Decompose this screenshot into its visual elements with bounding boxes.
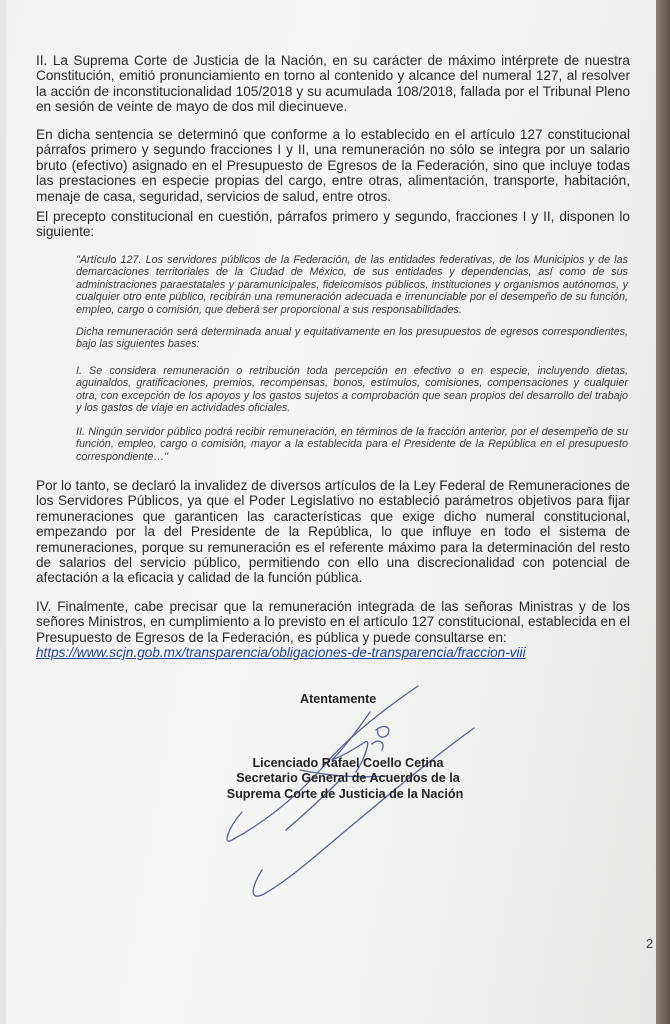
quote-paragraph-1: "Artículo 127. Los servidores públicos de la Federación, de las entidades federativas, de los Municipios y de las demarcaciones territoriales de la Ciudad de México, de sus entidades y dependencias, así como de sus administraciones paraestatales y paramunicipales, fideicomisos públicos, instituciones y organismos autónomos, y cualquier otro ente público, recibirán una remuneración adecuada e irrenunciable por el desempeño de su función, empleo, cargo o comisión, que deberá ser proporcional a sus responsabilidades. xyxy=(76,254,628,316)
quote-paragraph-2: Dicha remuneración será determinada anual y equitativamente en los presupuestos de egresos correspondientes, bajo las siguientes bases: xyxy=(76,326,628,351)
signer-name: Licenciado Rafael Coello Cetina xyxy=(252,756,444,770)
closing-atentamente: Atentamente xyxy=(300,692,377,706)
paragraph-sentencia-text: En dicha sentencia se determinó que conforme a lo establecido en el artículo 127 constitucional párrafos primero y segundo fracciones I y II, una remuneración no sólo se integra por un salario bruto (efectivo) asignado en el Presupuesto de Egresos de la Federación, sino que incluye todas las prestaciones en especie propias del cargo, entre otras, alimentación, transporte, habitación, menaje de casa, seguridad, servicios de salud, entre otros. xyxy=(36,127,630,204)
quote-paragraph-4: II. Ningún servidor público podrá recibir remuneración, en términos de la fracción anterior, por el desempeño de su función, empleo, cargo o comisión, mayor a la establecida para el Presidente de la República en el presupuesto correspondiente…" xyxy=(76,426,628,463)
paragraph-iv-body: IV. Finalmente, cabe precisar que la remuneración integrada de las señoras Ministras y de los señores Ministros, en cumplimiento a lo previsto en el artículo 127 constitucional, establecida en el Presupuesto de Egresos de la Federación, es pública y puede consultarse en: xyxy=(36,599,630,645)
paragraph-ii-text: II. La Suprema Corte de Justicia de la Nación, en su carácter de máximo intérprete de nuestra Constitución, emitió pronunciamiento en torno al contenido y alcance del numeral 127, al resolver la acción de inconstitucionalidad 105/2018 y su acumulada 108/2018, fallada por el Tribunal Pleno en sesión de veinte de mayo de dos mil diecinueve. xyxy=(36,53,630,115)
transparency-link[interactable]: https://www.scjn.gob.mx/transparencia/obligaciones-de-transparencia/fraccion-viii xyxy=(36,645,526,661)
paragraph-invalidez-text: Por lo tanto, se declaró la invalidez de diversos artículos de la Ley Federal de Remuneraciones de los Servidores Públicos, ya que el Poder Legislativo no estableció parámetros objetivos para fijar remuneraciones que garanticen las características que exige dicho numeral constitucional, empezando por la del Presidente de la República, lo que influye en todo el sistema de remuneraciones, porque su remuneración es el referente máximo para la determinación del resto de salarios del servicio público, permitiendo con ello una discrecionalidad con potencial de afectación a la eficacia y calidad de la función pública. xyxy=(36,478,630,586)
signer-title-line-1: Secretario General de Acuerdos de la xyxy=(236,771,460,785)
signer-title-line-2: Suprema Corte de Justicia de la Nación xyxy=(226,787,464,801)
paragraph-precepto-text: El precepto constitucional en cuestión, párrafos primero y segundo, fracciones I y II, disponen lo siguiente: xyxy=(36,209,630,240)
page-number: 2 xyxy=(646,936,654,951)
quote-paragraph-3: I. Se considera remuneración o retribución toda percepción en efectivo o en especie, incluyendo dietas, aguinaldos, gratificaciones, premios, recompensas, bonos, estímulos, comisiones, compensaciones y cualquier otra, con excepción de los apoyos y los gastos sujetos a comprobación que sean propios del desarrollo del trabajo y los gastos de viaje en actividades oficiales. xyxy=(76,365,628,415)
